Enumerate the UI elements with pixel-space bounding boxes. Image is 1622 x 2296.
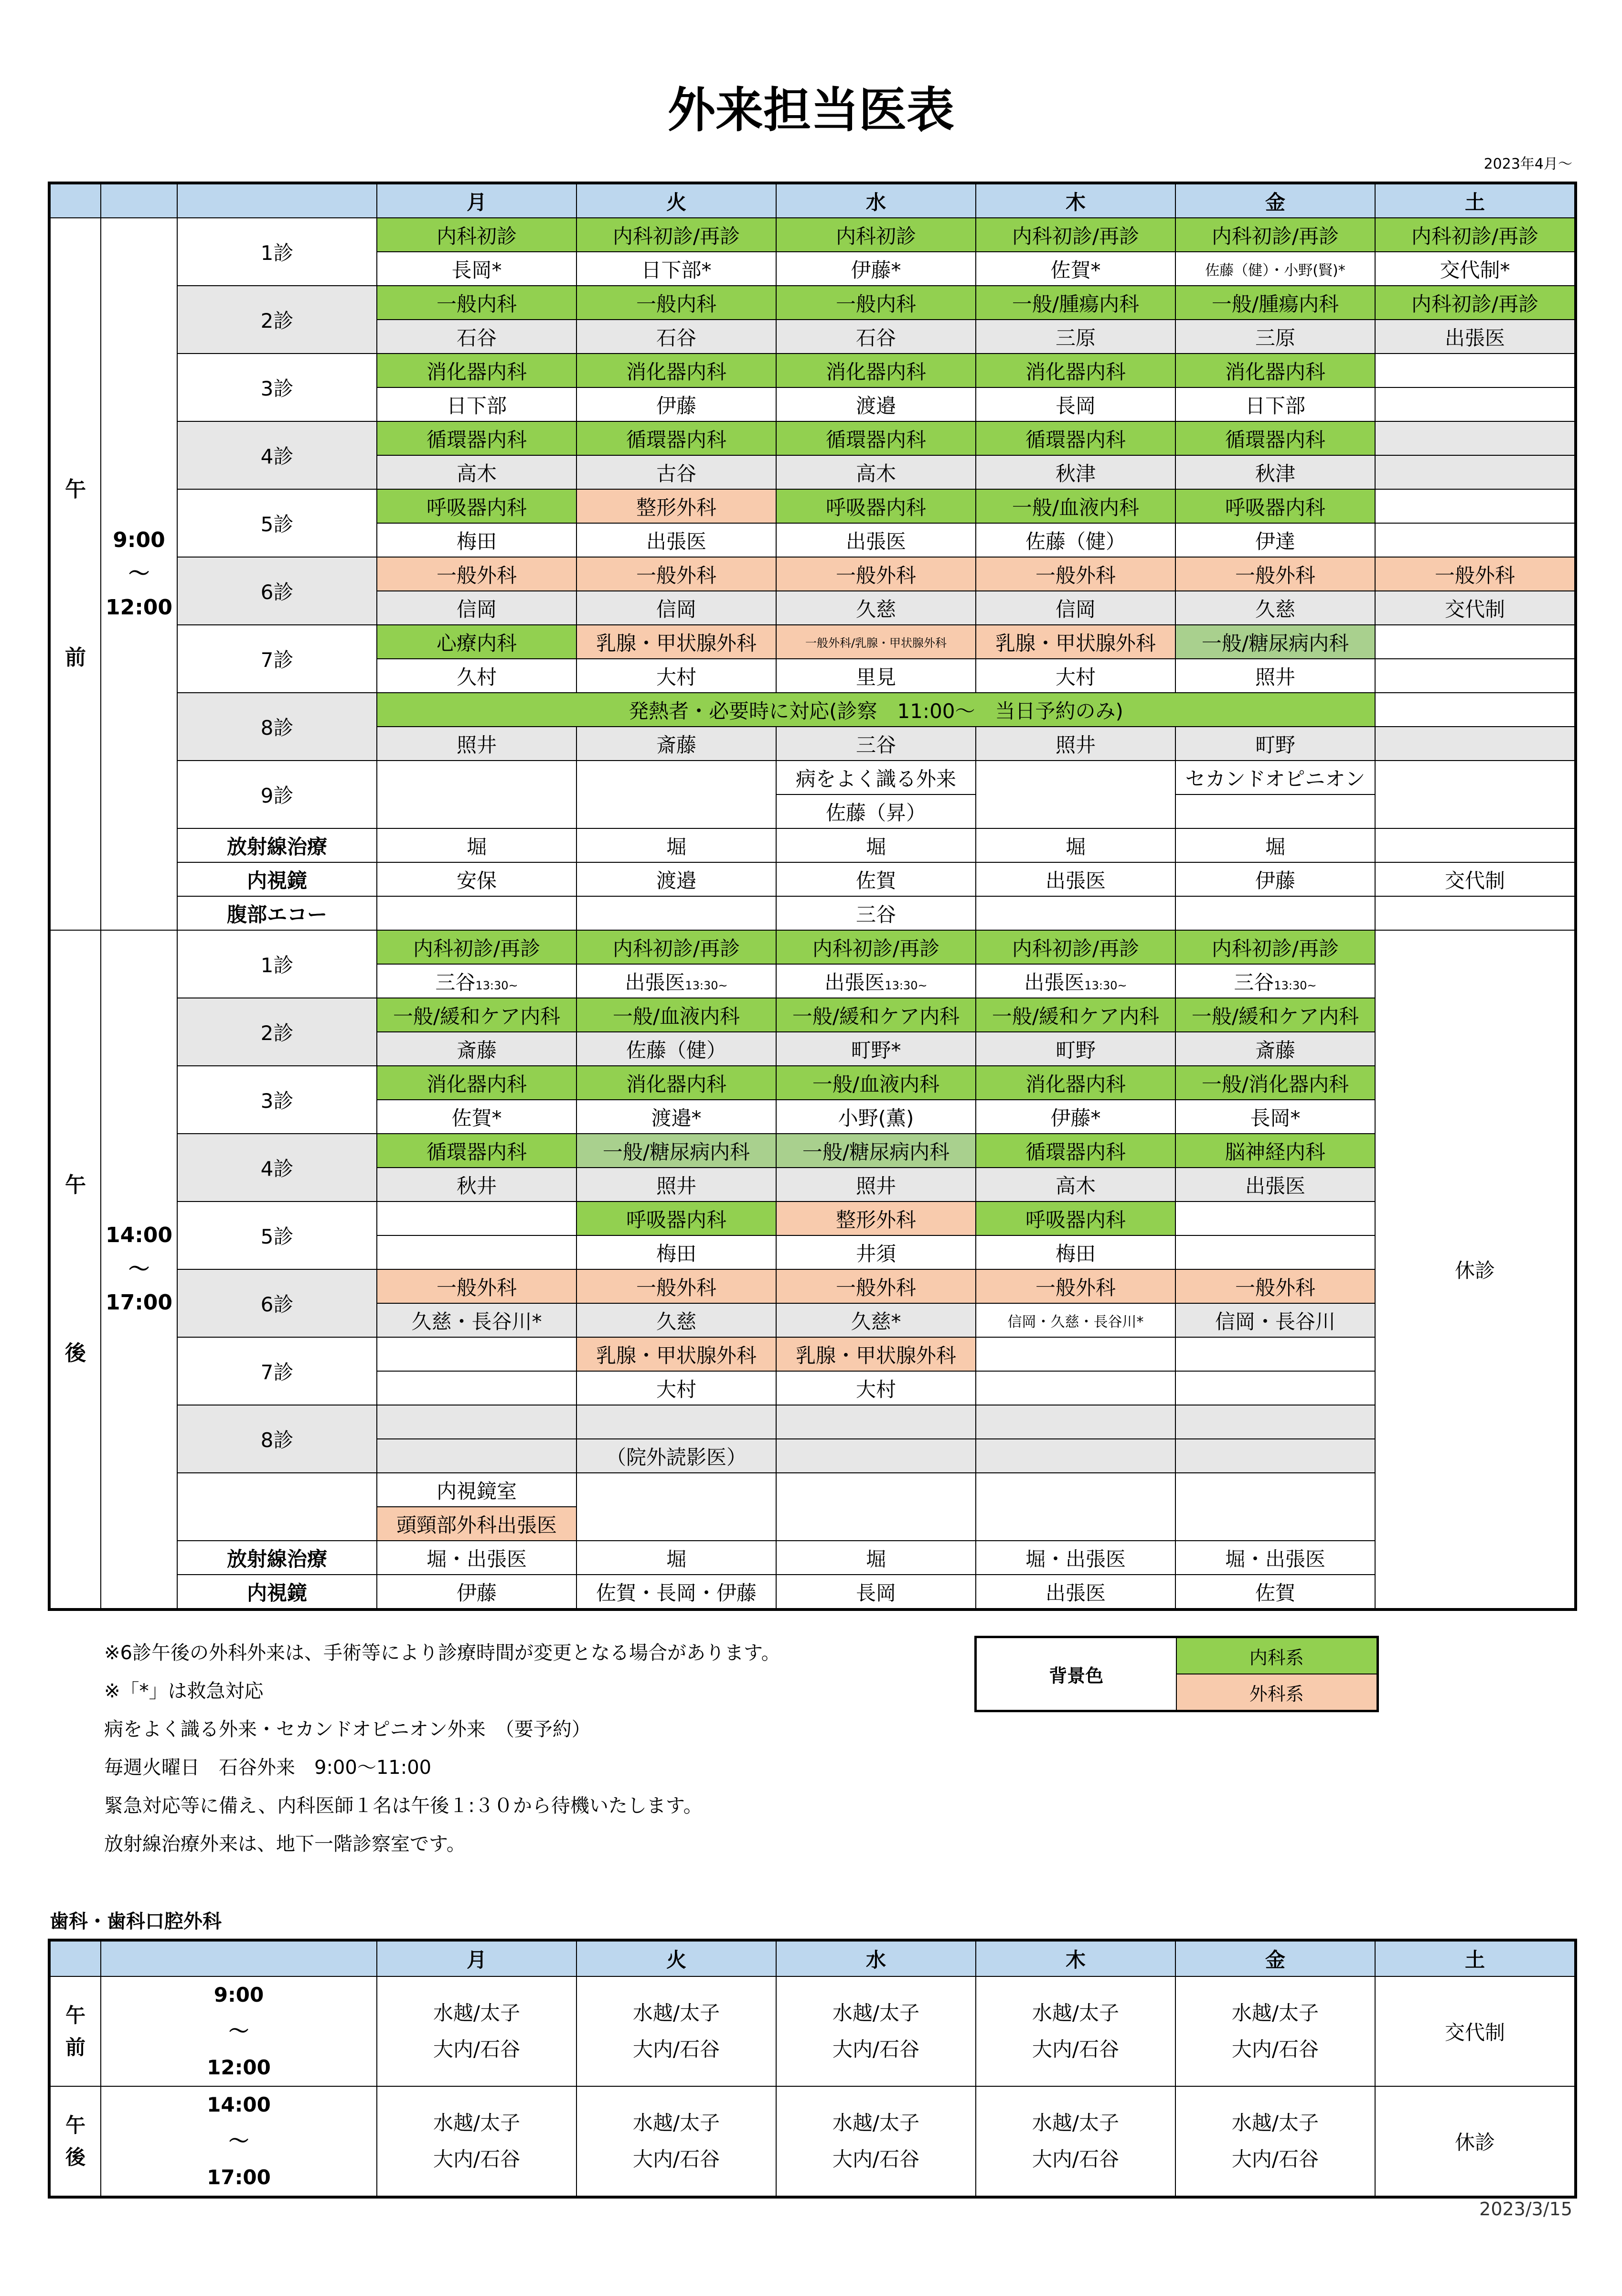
- fever-notice: 発熱者・必要時に対応(診察 11:00～ 当日予約のみ): [377, 693, 1375, 727]
- endoscopy-room: 内視鏡室: [377, 1473, 576, 1507]
- echo-2: 三谷: [776, 896, 976, 930]
- clinic-label: 4診: [177, 1134, 377, 1202]
- doctor-5: 交代制*: [1375, 252, 1576, 286]
- dental-doctors-4: 水越/太子 大内/石谷: [1175, 1976, 1375, 2086]
- doctor-2: 大村: [776, 1371, 976, 1405]
- doctor-4: 日下部: [1175, 387, 1375, 421]
- doctor-5: [1375, 387, 1576, 421]
- header-day-0: 月: [377, 183, 576, 218]
- echo-1: [576, 896, 776, 930]
- department-2: 内科初診/再診: [776, 930, 976, 964]
- dental-doctors-4: 水越/太子 大内/石谷: [1175, 2086, 1375, 2197]
- doctor-0: [377, 1371, 576, 1405]
- cell: [377, 1439, 576, 1473]
- doctor-1: 佐藤（健）: [576, 1032, 776, 1066]
- head-neck-surgery: 頭頸部外科出張医: [377, 1507, 576, 1541]
- cell: [976, 761, 1175, 828]
- department-2: 循環器内科: [776, 421, 976, 455]
- echo-4: [1175, 896, 1375, 930]
- department-5: 内科初診/再診: [1375, 286, 1576, 320]
- department-0: 循環器内科: [377, 421, 576, 455]
- cell: [976, 1439, 1175, 1473]
- department-1: 一般/糖尿病内科: [576, 1134, 776, 1168]
- endoscopy-3: 出張医: [976, 862, 1175, 896]
- department-0: 消化器内科: [377, 354, 576, 387]
- doctor-1: 久慈: [576, 1303, 776, 1337]
- cell: [1375, 693, 1576, 727]
- doctor-1: 梅田: [576, 1235, 776, 1269]
- department-2: 一般外科/乳腺・甲状腺外科: [776, 625, 976, 659]
- doctor-2: 久慈*: [776, 1303, 976, 1337]
- header-day-1: 火: [576, 183, 776, 218]
- department-2: 一般外科: [776, 1269, 976, 1303]
- doctor-4: [1175, 1371, 1375, 1405]
- doctor-4: 三谷13:30~: [1175, 964, 1375, 998]
- doctor-2: 出張医: [776, 523, 976, 557]
- radiation-0: 堀: [377, 828, 576, 862]
- department-4: 消化器内科: [1175, 354, 1375, 387]
- department-3: 一般/血液内科: [976, 489, 1175, 523]
- endoscopy-1: 渡邉: [576, 862, 776, 896]
- department-4: [1175, 1337, 1375, 1371]
- time-note: 13:30~: [475, 978, 518, 992]
- department-3: 内科初診/再診: [976, 930, 1175, 964]
- department-3: 一般外科: [976, 557, 1175, 591]
- department-0: 循環器内科: [377, 1134, 576, 1168]
- saturday-closed: 休診: [1375, 930, 1576, 1609]
- clinic-label: [177, 1473, 377, 1541]
- department-1: 乳腺・甲状腺外科: [576, 1337, 776, 1371]
- endoscopy-pm-2: 長岡: [776, 1575, 976, 1609]
- radiation-pm-label: 放射線治療: [177, 1541, 377, 1575]
- department-2: 一般/緩和ケア内科: [776, 998, 976, 1032]
- clinic-label: 6診: [177, 1269, 377, 1337]
- doctor-1: 大村: [576, 1371, 776, 1405]
- endoscopy-label: 内視鏡: [177, 862, 377, 896]
- cell: [576, 761, 776, 828]
- doctor-2: 久慈: [776, 591, 976, 625]
- department-3: 消化器内科: [976, 1066, 1175, 1100]
- dental-doctors-3: 水越/太子 大内/石谷: [976, 2086, 1175, 2197]
- header-blank: [101, 1940, 377, 1976]
- dental-header-day-3: 木: [976, 1940, 1175, 1976]
- department-2: 整形外科: [776, 1202, 976, 1235]
- department-4: 一般外科: [1175, 557, 1375, 591]
- department-1: 一般外科: [576, 557, 776, 591]
- doctor-4: 斎藤: [1175, 1032, 1375, 1066]
- clinic-label: 2診: [177, 286, 377, 354]
- clinic-label: 1診: [177, 218, 377, 286]
- department-2: 消化器内科: [776, 354, 976, 387]
- doctor-3: 信岡・久慈・長谷川*: [976, 1303, 1175, 1337]
- dental-doctors-3: 水越/太子 大内/石谷: [976, 1976, 1175, 2086]
- dental-table: [48, 1939, 1577, 2199]
- note-line: 緊急対応等に備え、内科医師１名は午後１:３０から待機いたします。: [104, 1795, 703, 1817]
- cell: [776, 1473, 976, 1541]
- doctor: 佐藤（昇）: [776, 794, 976, 828]
- doctor-0: 信岡: [377, 591, 576, 625]
- cell: [1175, 1439, 1375, 1473]
- dental-header-day-2: 水: [776, 1940, 976, 1976]
- department-4: 一般/腫瘍内科: [1175, 286, 1375, 320]
- department-3: 循環器内科: [976, 1134, 1175, 1168]
- department-4: 一般外科: [1175, 1269, 1375, 1303]
- header-blank: [101, 183, 177, 218]
- clinic-label: 5診: [177, 1202, 377, 1269]
- doctor-1: 石谷: [576, 320, 776, 354]
- doctor-3: 信岡: [976, 591, 1175, 625]
- note-line: 放射線治療外来は、地下一階診察室です。: [104, 1833, 466, 1855]
- dental-saturday: 交代制: [1375, 1976, 1576, 2086]
- doctor-1: 出張医13:30~: [576, 964, 776, 998]
- department-1: 内科初診/再診: [576, 218, 776, 252]
- department-1: 消化器内科: [576, 1066, 776, 1100]
- dental-doctors-0: 水越/太子 大内/石谷: [377, 2086, 576, 2197]
- endoscopy-pm-1: 佐賀・長岡・伊藤: [576, 1575, 776, 1609]
- clinic-label: 3診: [177, 1066, 377, 1134]
- session-time: 9:00 ～ 12:00: [101, 218, 177, 930]
- doctor-3: 梅田: [976, 1235, 1175, 1269]
- department-3: 乳腺・甲状腺外科: [976, 625, 1175, 659]
- department-0: 内科初診: [377, 218, 576, 252]
- department-1: 一般内科: [576, 286, 776, 320]
- doctor-0: 日下部: [377, 387, 576, 421]
- clinic-label: 9診: [177, 761, 377, 828]
- doctor-3: 秋津: [976, 455, 1175, 489]
- doctor-0: 梅田: [377, 523, 576, 557]
- legend-internal: 内科系: [1176, 1637, 1378, 1674]
- doctor-1: 大村: [576, 659, 776, 693]
- doctor-2: 伊藤*: [776, 252, 976, 286]
- doctor-3: 高木: [976, 1168, 1175, 1202]
- department-1: 内科初診/再診: [576, 930, 776, 964]
- doctor-0: 三谷13:30~: [377, 964, 576, 998]
- endoscopy-0: 安保: [377, 862, 576, 896]
- endoscopy-pm-0: 伊藤: [377, 1575, 576, 1609]
- doctor-4: 長岡*: [1175, 1100, 1375, 1134]
- dental-doctors-2: 水越/太子 大内/石谷: [776, 1976, 976, 2086]
- endoscopy-2: 佐賀: [776, 862, 976, 896]
- doctor-1: 古谷: [576, 455, 776, 489]
- legend-label: 背景色: [976, 1637, 1176, 1711]
- doctor-0: 佐賀*: [377, 1100, 576, 1134]
- doctor-2: 渡邉: [776, 387, 976, 421]
- doctor-4: [1175, 1235, 1375, 1269]
- doctor-2: 照井: [776, 1168, 976, 1202]
- page-title: 外来担当医表: [668, 82, 954, 138]
- department-3: 一般/腫瘍内科: [976, 286, 1175, 320]
- department-1: 整形外科: [576, 489, 776, 523]
- department-5: 内科初診/再診: [1375, 218, 1576, 252]
- doctor-2: 石谷: [776, 320, 976, 354]
- time-note: 13:30~: [885, 978, 928, 992]
- department-0: 消化器内科: [377, 1066, 576, 1100]
- doctor-5: [1375, 523, 1576, 557]
- department-0: 一般内科: [377, 286, 576, 320]
- doctor-3: 伊藤*: [976, 1100, 1175, 1134]
- department-1: 呼吸器内科: [576, 1202, 776, 1235]
- clinic-label: 6診: [177, 557, 377, 625]
- cell: [776, 1439, 976, 1473]
- clinic-label: 7診: [177, 625, 377, 693]
- department-3: 一般外科: [976, 1269, 1175, 1303]
- department-2: 一般内科: [776, 286, 976, 320]
- radiation-pm-4: 堀・出張医: [1175, 1541, 1375, 1575]
- department-2: 乳腺・甲状腺外科: [776, 1337, 976, 1371]
- clinic-label: 1診: [177, 930, 377, 998]
- doctor-2: 出張医13:30~: [776, 964, 976, 998]
- department-4: 内科初診/再診: [1175, 218, 1375, 252]
- doctor-2: 三谷: [776, 727, 976, 761]
- doctor-1: 伊藤: [576, 387, 776, 421]
- endoscopy-pm-label: 内視鏡: [177, 1575, 377, 1609]
- doctor-0: 長岡*: [377, 252, 576, 286]
- doctor-0: 斎藤: [377, 1032, 576, 1066]
- doctor-1: 照井: [576, 1168, 776, 1202]
- radiation-label: 放射線治療: [177, 828, 377, 862]
- doctor-1: 渡邉*: [576, 1100, 776, 1134]
- department-4: [1175, 1202, 1375, 1235]
- radiation-4: 堀: [1175, 828, 1375, 862]
- dental-doctors-0: 水越/太子 大内/石谷: [377, 1976, 576, 2086]
- document-date: 2023/3/15: [1479, 2199, 1572, 2220]
- echo-5: [1375, 896, 1576, 930]
- schedule-table: [48, 182, 1577, 1611]
- radiation-2: 堀: [776, 828, 976, 862]
- doctor-3: 佐藤（健）: [976, 523, 1175, 557]
- radiation-1: 堀: [576, 828, 776, 862]
- note-line: ※「*」は救急対応: [104, 1680, 264, 1702]
- cell: [576, 1473, 776, 1541]
- second-opinion: セカンドオピニオン: [1175, 761, 1375, 794]
- doctor-3: 三原: [976, 320, 1175, 354]
- time-note: 13:30~: [1084, 978, 1127, 992]
- clinic-label: 8診: [177, 693, 377, 761]
- doctor-3: 長岡: [976, 387, 1175, 421]
- doctor-2: 里見: [776, 659, 976, 693]
- department-1: 消化器内科: [576, 354, 776, 387]
- department-1: 一般/血液内科: [576, 998, 776, 1032]
- department-0: [377, 1202, 576, 1235]
- department-0: 一般/緩和ケア内科: [377, 998, 576, 1032]
- note-line: 毎週火曜日 石谷外来 9:00～11:00: [104, 1757, 432, 1779]
- header-day-4: 金: [1175, 183, 1375, 218]
- department-4: 内科初診/再診: [1175, 930, 1375, 964]
- department-0: 内科初診/再診: [377, 930, 576, 964]
- radiation-5: [1375, 828, 1576, 862]
- dental-doctors-1: 水越/太子 大内/石谷: [576, 1976, 776, 2086]
- department-3: 一般/緩和ケア内科: [976, 998, 1175, 1032]
- doctor-0: 秋井: [377, 1168, 576, 1202]
- radiation-3: 堀: [976, 828, 1175, 862]
- department-1: 一般外科: [576, 1269, 776, 1303]
- department-5: [1375, 421, 1576, 455]
- clinic-label: 7診: [177, 1337, 377, 1405]
- clinic-label: 4診: [177, 421, 377, 489]
- cell: [976, 1473, 1175, 1541]
- dental-section-title: 歯科・歯科口腔外科: [50, 1910, 222, 1932]
- doctor-3: 町野: [976, 1032, 1175, 1066]
- cell: [1375, 761, 1576, 828]
- department-3: [976, 1337, 1175, 1371]
- doctor-3: 佐賀*: [976, 252, 1175, 286]
- clinic-label: 2診: [177, 998, 377, 1066]
- dental-header-day-5: 土: [1375, 1940, 1576, 1976]
- doctor-3: 照井: [976, 727, 1175, 761]
- dental-doctors-1: 水越/太子 大内/石谷: [576, 2086, 776, 2197]
- doctor-4: 町野: [1175, 727, 1375, 761]
- echo-label: 腹部エコー: [177, 896, 377, 930]
- doctor-0: 照井: [377, 727, 576, 761]
- department-4: 一般/消化器内科: [1175, 1066, 1375, 1100]
- cell: [576, 1405, 776, 1439]
- endoscopy-4: 伊藤: [1175, 862, 1375, 896]
- department-1: 循環器内科: [576, 421, 776, 455]
- department-4: 一般/緩和ケア内科: [1175, 998, 1375, 1032]
- note-line: ※6診午後の外科外来は、手術等により診療時間が変更となる場合があります。: [104, 1642, 780, 1664]
- cell: [377, 761, 576, 828]
- department-3: 内科初診/再診: [976, 218, 1175, 252]
- dental-saturday: 休診: [1375, 2086, 1576, 2197]
- header-day-5: 土: [1375, 183, 1576, 218]
- session-label: 午 後: [49, 930, 101, 1609]
- doctor-0: 高木: [377, 455, 576, 489]
- doctor-0: 久村: [377, 659, 576, 693]
- doctor-4: 出張医: [1175, 1168, 1375, 1202]
- doctor-3: 大村: [976, 659, 1175, 693]
- doctor-0: 石谷: [377, 320, 576, 354]
- doctor-2: 町野*: [776, 1032, 976, 1066]
- department-4: 呼吸器内科: [1175, 489, 1375, 523]
- dental-session-time: 14:00 ～ 17:00: [101, 2086, 377, 2197]
- endoscopy-pm-4: 佐賀: [1175, 1575, 1375, 1609]
- clinic-label: 5診: [177, 489, 377, 557]
- department-2: 内科初診: [776, 218, 976, 252]
- department-2: 一般/糖尿病内科: [776, 1134, 976, 1168]
- radiation-pm-1: 堀: [576, 1541, 776, 1575]
- dental-header-day-4: 金: [1175, 1940, 1375, 1976]
- doctor-4: 信岡・長谷川: [1175, 1303, 1375, 1337]
- time-note: 13:30~: [1274, 978, 1317, 992]
- dental-session-label: 午 後: [49, 2086, 101, 2197]
- dental-doctors-2: 水越/太子 大内/石谷: [776, 2086, 976, 2197]
- department-1: 乳腺・甲状腺外科: [576, 625, 776, 659]
- session-label: 午 前: [49, 218, 101, 930]
- department-3: 消化器内科: [976, 354, 1175, 387]
- legend-surgical: 外科系: [1176, 1674, 1378, 1711]
- echo-0: [377, 896, 576, 930]
- cell: [1175, 1473, 1375, 1541]
- dental-header-day-0: 月: [377, 1940, 576, 1976]
- department-4: 脳神経内科: [1175, 1134, 1375, 1168]
- doctor-4: 佐藤（健）・小野(賢)*: [1175, 252, 1375, 286]
- doctor-4: 照井: [1175, 659, 1375, 693]
- clinic-label: 3診: [177, 354, 377, 421]
- department-4: 循環器内科: [1175, 421, 1375, 455]
- color-legend: [974, 1636, 1379, 1712]
- department-5: 一般外科: [1375, 557, 1576, 591]
- note-line: 病をよく識る外来・セカンドオピニオン外来 （要予約）: [104, 1718, 591, 1740]
- doctor-1: 日下部*: [576, 252, 776, 286]
- doctor-4: 伊達: [1175, 523, 1375, 557]
- doctor-5: [1375, 727, 1576, 761]
- doctor-4: 三原: [1175, 320, 1375, 354]
- header-day-3: 木: [976, 183, 1175, 218]
- doctor-4: 秋津: [1175, 455, 1375, 489]
- session-time: 14:00 ～ 17:00: [101, 930, 177, 1609]
- header-blank: [177, 183, 377, 218]
- department-2: 一般/血液内科: [776, 1066, 976, 1100]
- department-3: 循環器内科: [976, 421, 1175, 455]
- department-5: [1375, 625, 1576, 659]
- time-note: 13:30~: [685, 978, 728, 992]
- doctor-2: 井須: [776, 1235, 976, 1269]
- cell: [1175, 794, 1375, 828]
- radiation-pm-2: 堀: [776, 1541, 976, 1575]
- department-5: [1375, 489, 1576, 523]
- header-blank: [49, 183, 101, 218]
- endoscopy-pm-3: 出張医: [976, 1575, 1175, 1609]
- endoscopy-5: 交代制: [1375, 862, 1576, 896]
- dental-header-day-1: 火: [576, 1940, 776, 1976]
- cell: [976, 1405, 1175, 1439]
- cell: [1175, 1405, 1375, 1439]
- doctor-4: 久慈: [1175, 591, 1375, 625]
- radiation-pm-3: 堀・出張医: [976, 1541, 1175, 1575]
- cell: [776, 1405, 976, 1439]
- department-3: 呼吸器内科: [976, 1202, 1175, 1235]
- dental-session-time: 9:00 ～ 12:00: [101, 1976, 377, 2086]
- department-2: 一般外科: [776, 557, 976, 591]
- doctor-5: 出張医: [1375, 320, 1576, 354]
- doctor-1: 出張医: [576, 523, 776, 557]
- department-5: [1375, 354, 1576, 387]
- doctor-3: [976, 1371, 1175, 1405]
- notes: [104, 1634, 780, 1863]
- department-0: 一般外科: [377, 557, 576, 591]
- echo-3: [976, 896, 1175, 930]
- outside-reader: （院外読影医）: [576, 1439, 776, 1473]
- doctor-5: 交代制: [1375, 591, 1576, 625]
- doctor-1: 斎藤: [576, 727, 776, 761]
- doctor-2: 高木: [776, 455, 976, 489]
- cell: [377, 1405, 576, 1439]
- header-day-2: 水: [776, 183, 976, 218]
- radiation-pm-0: 堀・出張医: [377, 1541, 576, 1575]
- doctor-3: 出張医13:30~: [976, 964, 1175, 998]
- department-2: 呼吸器内科: [776, 489, 976, 523]
- clinic-label: 8診: [177, 1405, 377, 1473]
- doctor-5: [1375, 455, 1576, 489]
- special-clinic: 病をよく識る外来: [776, 761, 976, 794]
- department-4: 一般/糖尿病内科: [1175, 625, 1375, 659]
- dental-session-label: 午 前: [49, 1976, 101, 2086]
- department-0: [377, 1337, 576, 1371]
- header-blank: [49, 1940, 101, 1976]
- department-0: 一般外科: [377, 1269, 576, 1303]
- doctor-1: 信岡: [576, 591, 776, 625]
- department-0: 心療内科: [377, 625, 576, 659]
- department-0: 呼吸器内科: [377, 489, 576, 523]
- doctor-5: [1375, 659, 1576, 693]
- doctor-2: 小野(薫): [776, 1100, 976, 1134]
- doctor-0: [377, 1235, 576, 1269]
- doctor-0: 久慈・長谷川*: [377, 1303, 576, 1337]
- effective-date: 2023年4月～: [1483, 156, 1572, 172]
